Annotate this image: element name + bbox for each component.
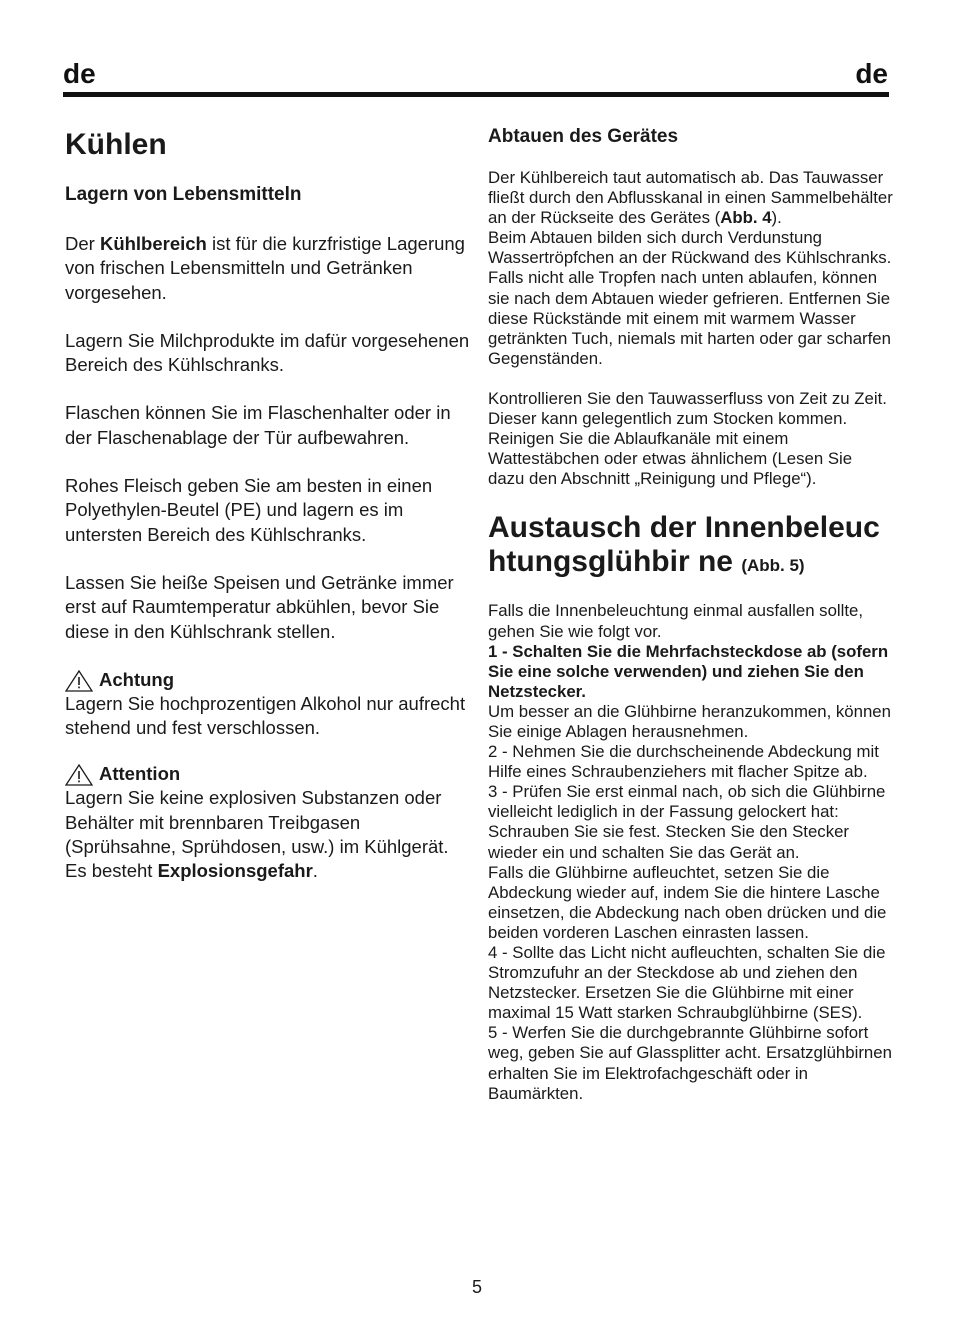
warning-heading: Achtung [65, 668, 470, 692]
bulb-title-figure-ref: (Abb. 5) [741, 556, 805, 576]
warning-triangle-icon [65, 670, 93, 692]
bulb-text-1: Um besser an die Glühbirne heranzukommen, können Sie einige Ablagen herausnehmen. [488, 701, 891, 741]
warning-block-explosive [65, 762, 470, 883]
language-code-left: de [63, 58, 96, 89]
header-rule [63, 92, 889, 97]
warning-triangle-icon [65, 764, 93, 786]
paragraph-dairy: Lagern Sie Milchprodukte im dafür vorgesehenen Bereich des Kühlschranks. [65, 329, 470, 376]
section-title-cooling: Kühlen [65, 128, 167, 161]
defrost-text [488, 168, 893, 369]
warning-heading: Attention [65, 762, 470, 786]
warning-block-alcohol [65, 668, 470, 741]
defrost-paragraph-2: Kontrollieren Sie den Tauwasserfluss von Zeit zu Zeit. Dieser kann gelegentlich zum Stocken kommen. Reinigen Sie die Ablaufkanäle mit einem Wattestäbchen oder etwas ähnlichem (Lesen Sie dazu den Abschnitt „Reinigung und Pflege“). [488, 388, 887, 489]
left-column [65, 120, 470, 884]
paragraph-raw-meat: Rohes Fleisch geben Sie am besten in einen Polyethylen-Beutel (PE) und lagern es im untersten Bereich des Kühlschranks. [65, 475, 433, 545]
defrost-paragraph-1c: Falls nicht alle Tropfen nach unten ablaufen, können sie nach dem Abtauen wieder gefrieren. Entfernen Sie diese Rückstände mit einem mit warmem Wasser getränkten Tuch, niemals mit harten oder gar scharfen Gegenständen. [488, 268, 891, 368]
defrost-paragraph-1: Der Kühlbereich taut automatisch ab. Das Tauwasser fließt durch den Abflusskanal in einen Sammelbehälter an der Rückseite des Gerätes (Abb. 4). [488, 168, 893, 228]
right-column [488, 120, 893, 1124]
bulb-step-4: 4 - Sollte das Licht nicht aufleuchten, schalten Sie die Stromzufuhr an der Steckdose ab und ziehen den Netzstecker. Ersetzen Sie die Glühbirne mit einer maximal 15 Watt starken Schraubglühbirne (SES). [488, 943, 886, 1023]
section-title-bulb: Austausch der Innenbeleuchtungsglühbir ne (Abb. 5) [488, 511, 880, 579]
bulb-instructions [488, 601, 893, 1103]
bulb-step-1: 1 - Schalten Sie die Mehrfachsteckdose ab (sofern Sie eine solche verwenden) und ziehen Sie den Netzstecker. [488, 641, 889, 701]
bulb-intro: Falls die Innenbeleuchtung einmal ausfallen sollte, gehen Sie wie folgt vor. [488, 601, 864, 641]
paragraph-cooling-zone: Der Kühlbereich ist für die kurzfristige Lagerung von frischen Lebensmitteln und Getränken vorgesehen. [65, 233, 465, 303]
defrost-paragraph-1b: Beim Abtauen bilden sich durch Verdunstung Wassertröpfchen an der Rückwand des Kühlschranks. [488, 228, 892, 268]
bulb-step-5: 5 - Werfen Sie die durchgebrannte Glühbirne sofort weg, geben Sie auf Glassplitter acht. Ersatzglühbirnen erhalten Sie im Elektrofachgeschäft oder in Baumärkten. [488, 1023, 892, 1103]
bulb-step-2: 2 - Nehmen Sie die durchscheinende Abdeckung mit Hilfe eines Schraubenziehers mit flacher Spitze ab. [488, 742, 879, 782]
paragraph-bottles: Flaschen können Sie im Flaschenhalter oder in der Flaschenablage der Tür aufbewahren. [65, 402, 451, 448]
page-number: 5 [471, 1277, 482, 1297]
subsection-title-defrost: Abtauen des Gerätes [488, 126, 679, 147]
language-code-right: de [855, 58, 888, 89]
subsection-title-storage: Lagern von Lebensmitteln [65, 184, 302, 205]
warning-text-alcohol: Lagern Sie hochprozentigen Alkohol nur aufrecht stehend und fest verschlossen. [65, 692, 466, 739]
bulb-step-3: 3 - Prüfen Sie erst einmal nach, ob sich die Glühbirne vielleicht lediglich in der Fassung gelockert hat: Schrauben Sie sie fest. Stecken Sie den Stecker wieder ein und schalten Sie das Gerät an. [488, 782, 886, 862]
bulb-step-3b: Falls die Glühbirne aufleuchtet, setzen Sie die Abdeckung wieder auf, indem Sie die hintere Lasche einsetzen, die Abdeckung nach oben drücken und die beiden vorderen Laschen einrasten lassen. [488, 862, 887, 942]
warning-text-explosive: Lagern Sie keine explosiven Substanzen oder Behälter mit brennbaren Treibgasen (Sprühsahne, Sprühdosen, usw.) im Kühlgerät. Es besteht Explosionsgefahr. [65, 787, 449, 882]
paragraph-hot-food: Lassen Sie heiße Speisen und Getränke immer erst auf Raumtemperatur abkühlen, bevor Sie diese in den Kühlschrank stellen. [65, 571, 454, 642]
